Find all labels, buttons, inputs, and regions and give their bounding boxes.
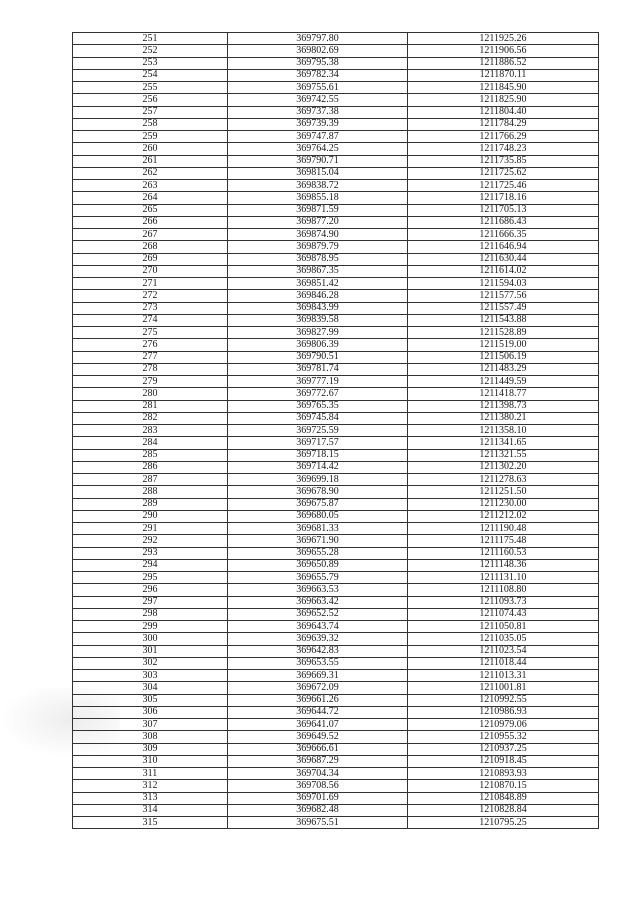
- table-row: [73, 694, 599, 706]
- y-coordinate-cell: 1211212.02: [408, 510, 599, 522]
- y-coordinate-cell: 1211705.13: [408, 204, 599, 216]
- table-row: [73, 474, 599, 486]
- table-row: [73, 253, 599, 265]
- point-number-cell: 274: [73, 314, 228, 326]
- x-coordinate-cell: 369827.99: [228, 327, 408, 339]
- x-coordinate-cell: 369765.35: [228, 400, 408, 412]
- point-number-cell: 310: [73, 755, 228, 767]
- point-number-cell: 259: [73, 131, 228, 143]
- point-number-cell: 264: [73, 192, 228, 204]
- x-coordinate-cell: 369714.42: [228, 461, 408, 473]
- point-number-cell: 314: [73, 804, 228, 816]
- y-coordinate-cell: 1211074.43: [408, 608, 599, 620]
- y-coordinate-cell: 1211594.03: [408, 278, 599, 290]
- y-coordinate-cell: 1210795.25: [408, 817, 599, 829]
- x-coordinate-cell: 369701.69: [228, 792, 408, 804]
- table-row: [73, 351, 599, 363]
- table-row: [73, 645, 599, 657]
- table-row: [73, 572, 599, 584]
- y-coordinate-cell: 1211646.94: [408, 241, 599, 253]
- point-number-cell: 300: [73, 633, 228, 645]
- table-row: [73, 180, 599, 192]
- point-number-cell: 306: [73, 706, 228, 718]
- point-number-cell: 299: [73, 621, 228, 633]
- x-coordinate-cell: 369782.34: [228, 69, 408, 81]
- table-row: [73, 706, 599, 718]
- x-coordinate-cell: 369846.28: [228, 290, 408, 302]
- point-number-cell: 297: [73, 596, 228, 608]
- table-row: [73, 780, 599, 792]
- point-number-cell: 309: [73, 743, 228, 755]
- table-row: [73, 106, 599, 118]
- x-coordinate-cell: 369772.67: [228, 388, 408, 400]
- point-number-cell: 277: [73, 351, 228, 363]
- x-coordinate-cell: 369871.59: [228, 204, 408, 216]
- y-coordinate-cell: 1211035.05: [408, 633, 599, 645]
- point-number-cell: 285: [73, 449, 228, 461]
- table-row: [73, 376, 599, 388]
- x-coordinate-cell: 369650.89: [228, 559, 408, 571]
- table-row: [73, 192, 599, 204]
- y-coordinate-cell: 1210955.32: [408, 731, 599, 743]
- x-coordinate-cell: 369790.71: [228, 155, 408, 167]
- x-coordinate-cell: 369699.18: [228, 474, 408, 486]
- y-coordinate-cell: 1211543.88: [408, 314, 599, 326]
- table-row: [73, 486, 599, 498]
- point-number-cell: 260: [73, 143, 228, 155]
- x-coordinate-cell: 369666.61: [228, 743, 408, 755]
- point-number-cell: 256: [73, 94, 228, 106]
- table-row: [73, 204, 599, 216]
- point-number-cell: 258: [73, 118, 228, 130]
- point-number-cell: 315: [73, 817, 228, 829]
- x-coordinate-cell: 369777.19: [228, 376, 408, 388]
- y-coordinate-cell: 1211013.31: [408, 670, 599, 682]
- y-coordinate-cell: 1211506.19: [408, 351, 599, 363]
- table-row: [73, 817, 599, 829]
- x-coordinate-cell: 369669.31: [228, 670, 408, 682]
- point-number-cell: 267: [73, 229, 228, 241]
- y-coordinate-cell: 1211278.63: [408, 474, 599, 486]
- table-row: [73, 69, 599, 81]
- y-coordinate-cell: 1210986.93: [408, 706, 599, 718]
- x-coordinate-cell: 369867.35: [228, 265, 408, 277]
- y-coordinate-cell: 1210893.93: [408, 768, 599, 780]
- y-coordinate-cell: 1210870.15: [408, 780, 599, 792]
- x-coordinate-cell: 369663.53: [228, 584, 408, 596]
- x-coordinate-cell: 369655.28: [228, 547, 408, 559]
- point-number-cell: 265: [73, 204, 228, 216]
- x-coordinate-cell: 369639.32: [228, 633, 408, 645]
- x-coordinate-cell: 369877.20: [228, 216, 408, 228]
- table-row: [73, 633, 599, 645]
- y-coordinate-cell: 1211131.10: [408, 572, 599, 584]
- point-number-cell: 308: [73, 731, 228, 743]
- point-number-cell: 262: [73, 167, 228, 179]
- table-row: [73, 596, 599, 608]
- x-coordinate-cell: 369661.26: [228, 694, 408, 706]
- y-coordinate-cell: 1211906.56: [408, 45, 599, 57]
- table-row: [73, 363, 599, 375]
- table-row: [73, 278, 599, 290]
- point-number-cell: 283: [73, 425, 228, 437]
- y-coordinate-cell: 1211302.20: [408, 461, 599, 473]
- point-number-cell: 296: [73, 584, 228, 596]
- y-coordinate-cell: 1211825.90: [408, 94, 599, 106]
- table-row: [73, 339, 599, 351]
- y-coordinate-cell: 1211230.00: [408, 498, 599, 510]
- table-row: [73, 94, 599, 106]
- x-coordinate-cell: 369682.48: [228, 804, 408, 816]
- x-coordinate-cell: 369717.57: [228, 437, 408, 449]
- table-row: [73, 657, 599, 669]
- point-number-cell: 279: [73, 376, 228, 388]
- point-number-cell: 294: [73, 559, 228, 571]
- x-coordinate-cell: 369742.55: [228, 94, 408, 106]
- y-coordinate-cell: 1211093.73: [408, 596, 599, 608]
- table-row: [73, 743, 599, 755]
- table-row: [73, 461, 599, 473]
- table-row: [73, 498, 599, 510]
- y-coordinate-cell: 1210918.45: [408, 755, 599, 767]
- y-coordinate-cell: 1211358.10: [408, 425, 599, 437]
- y-coordinate-cell: 1210937.25: [408, 743, 599, 755]
- y-coordinate-cell: 1211398.73: [408, 400, 599, 412]
- table-row: [73, 118, 599, 130]
- x-coordinate-cell: 369681.33: [228, 523, 408, 535]
- y-coordinate-cell: 1211175.48: [408, 535, 599, 547]
- x-coordinate-cell: 369671.90: [228, 535, 408, 547]
- table-row: [73, 584, 599, 596]
- y-coordinate-cell: 1211190.48: [408, 523, 599, 535]
- table-row: [73, 523, 599, 535]
- x-coordinate-cell: 369725.59: [228, 425, 408, 437]
- x-coordinate-cell: 369687.29: [228, 755, 408, 767]
- table-row: [73, 82, 599, 94]
- y-coordinate-cell: 1211577.56: [408, 290, 599, 302]
- table-row: [73, 682, 599, 694]
- y-coordinate-cell: 1211666.35: [408, 229, 599, 241]
- x-coordinate-cell: 369739.39: [228, 118, 408, 130]
- x-coordinate-cell: 369642.83: [228, 645, 408, 657]
- table-row: [73, 412, 599, 424]
- table-row: [73, 559, 599, 571]
- x-coordinate-cell: 369704.34: [228, 768, 408, 780]
- point-number-cell: 301: [73, 645, 228, 657]
- y-coordinate-cell: 1211886.52: [408, 57, 599, 69]
- table-row: [73, 449, 599, 461]
- table-row: [73, 290, 599, 302]
- table-row: [73, 804, 599, 816]
- table-row: [73, 731, 599, 743]
- x-coordinate-cell: 369855.18: [228, 192, 408, 204]
- point-number-cell: 286: [73, 461, 228, 473]
- point-number-cell: 295: [73, 572, 228, 584]
- table-row: [73, 621, 599, 633]
- x-coordinate-cell: 369643.74: [228, 621, 408, 633]
- y-coordinate-cell: 1211148.36: [408, 559, 599, 571]
- y-coordinate-cell: 1211748.23: [408, 143, 599, 155]
- point-number-cell: 252: [73, 45, 228, 57]
- table-row: [73, 216, 599, 228]
- y-coordinate-cell: 1211925.26: [408, 33, 599, 45]
- table-row: [73, 45, 599, 57]
- x-coordinate-cell: 369797.80: [228, 33, 408, 45]
- y-coordinate-cell: 1211001.81: [408, 682, 599, 694]
- x-coordinate-cell: 369838.72: [228, 180, 408, 192]
- point-number-cell: 263: [73, 180, 228, 192]
- x-coordinate-cell: 369675.51: [228, 817, 408, 829]
- y-coordinate-cell: 1211614.02: [408, 265, 599, 277]
- y-coordinate-cell: 1211804.40: [408, 106, 599, 118]
- point-number-cell: 257: [73, 106, 228, 118]
- point-number-cell: 269: [73, 253, 228, 265]
- point-number-cell: 292: [73, 535, 228, 547]
- point-number-cell: 288: [73, 486, 228, 498]
- x-coordinate-cell: 369781.74: [228, 363, 408, 375]
- table-row: [73, 265, 599, 277]
- y-coordinate-cell: 1211418.77: [408, 388, 599, 400]
- point-number-cell: 298: [73, 608, 228, 620]
- point-number-cell: 311: [73, 768, 228, 780]
- point-number-cell: 280: [73, 388, 228, 400]
- point-number-cell: 254: [73, 69, 228, 81]
- x-coordinate-cell: 369755.61: [228, 82, 408, 94]
- point-number-cell: 287: [73, 474, 228, 486]
- x-coordinate-cell: 369680.05: [228, 510, 408, 522]
- table-row: [73, 608, 599, 620]
- x-coordinate-cell: 369653.55: [228, 657, 408, 669]
- table-row: [73, 670, 599, 682]
- point-number-cell: 276: [73, 339, 228, 351]
- y-coordinate-cell: 1211341.65: [408, 437, 599, 449]
- x-coordinate-cell: 369663.42: [228, 596, 408, 608]
- x-coordinate-cell: 369878.95: [228, 253, 408, 265]
- y-coordinate-cell: 1211735.85: [408, 155, 599, 167]
- y-coordinate-cell: 1210828.84: [408, 804, 599, 816]
- table-row: [73, 131, 599, 143]
- point-number-cell: 303: [73, 670, 228, 682]
- y-coordinate-cell: 1211380.21: [408, 412, 599, 424]
- point-number-cell: 266: [73, 216, 228, 228]
- y-coordinate-cell: 1211630.44: [408, 253, 599, 265]
- table-row: [73, 229, 599, 241]
- x-coordinate-cell: 369879.79: [228, 241, 408, 253]
- y-coordinate-cell: 1211449.59: [408, 376, 599, 388]
- y-coordinate-cell: 1211686.43: [408, 216, 599, 228]
- point-number-cell: 312: [73, 780, 228, 792]
- table-row: [73, 167, 599, 179]
- point-number-cell: 255: [73, 82, 228, 94]
- y-coordinate-cell: 1211718.16: [408, 192, 599, 204]
- y-coordinate-cell: 1211108.80: [408, 584, 599, 596]
- y-coordinate-cell: 1211160.53: [408, 547, 599, 559]
- table-row: [73, 437, 599, 449]
- table-row: [73, 155, 599, 167]
- point-number-cell: 290: [73, 510, 228, 522]
- x-coordinate-cell: 369747.87: [228, 131, 408, 143]
- y-coordinate-cell: 1211784.29: [408, 118, 599, 130]
- x-coordinate-cell: 369764.25: [228, 143, 408, 155]
- y-coordinate-cell: 1211483.29: [408, 363, 599, 375]
- x-coordinate-cell: 369641.07: [228, 719, 408, 731]
- x-coordinate-cell: 369839.58: [228, 314, 408, 326]
- table-row: [73, 768, 599, 780]
- x-coordinate-cell: 369649.52: [228, 731, 408, 743]
- point-number-cell: 275: [73, 327, 228, 339]
- y-coordinate-cell: 1211251.50: [408, 486, 599, 498]
- x-coordinate-cell: 369675.87: [228, 498, 408, 510]
- x-coordinate-cell: 369815.04: [228, 167, 408, 179]
- table-row: [73, 302, 599, 314]
- y-coordinate-cell: 1211050.81: [408, 621, 599, 633]
- point-number-cell: 253: [73, 57, 228, 69]
- point-number-cell: 293: [73, 547, 228, 559]
- point-number-cell: 270: [73, 265, 228, 277]
- y-coordinate-cell: 1211725.62: [408, 167, 599, 179]
- x-coordinate-cell: 369655.79: [228, 572, 408, 584]
- point-number-cell: 289: [73, 498, 228, 510]
- point-number-cell: 307: [73, 719, 228, 731]
- point-number-cell: 281: [73, 400, 228, 412]
- x-coordinate-cell: 369737.38: [228, 106, 408, 118]
- y-coordinate-cell: 1211018.44: [408, 657, 599, 669]
- x-coordinate-cell: 369718.15: [228, 449, 408, 461]
- x-coordinate-cell: 369802.69: [228, 45, 408, 57]
- point-number-cell: 251: [73, 33, 228, 45]
- point-number-cell: 313: [73, 792, 228, 804]
- x-coordinate-cell: 369874.90: [228, 229, 408, 241]
- point-number-cell: 302: [73, 657, 228, 669]
- point-number-cell: 273: [73, 302, 228, 314]
- x-coordinate-cell: 369644.72: [228, 706, 408, 718]
- table-row: [73, 535, 599, 547]
- table-row: [73, 425, 599, 437]
- point-number-cell: 291: [73, 523, 228, 535]
- coordinate-table-body: [73, 33, 599, 829]
- y-coordinate-cell: 1211519.00: [408, 339, 599, 351]
- x-coordinate-cell: 369678.90: [228, 486, 408, 498]
- table-row: [73, 547, 599, 559]
- table-row: [73, 510, 599, 522]
- y-coordinate-cell: 1211528.89: [408, 327, 599, 339]
- x-coordinate-cell: 369806.39: [228, 339, 408, 351]
- point-number-cell: 268: [73, 241, 228, 253]
- y-coordinate-cell: 1210848.89: [408, 792, 599, 804]
- y-coordinate-cell: 1211845.90: [408, 82, 599, 94]
- point-number-cell: 284: [73, 437, 228, 449]
- x-coordinate-cell: 369745.84: [228, 412, 408, 424]
- y-coordinate-cell: 1211557.49: [408, 302, 599, 314]
- table-row: [73, 755, 599, 767]
- y-coordinate-cell: 1211725.46: [408, 180, 599, 192]
- y-coordinate-cell: 1210992.55: [408, 694, 599, 706]
- table-row: [73, 388, 599, 400]
- point-number-cell: 272: [73, 290, 228, 302]
- x-coordinate-cell: 369795.38: [228, 57, 408, 69]
- table-row: [73, 327, 599, 339]
- y-coordinate-cell: 1211870.11: [408, 69, 599, 81]
- coordinate-table: [72, 32, 599, 829]
- table-row: [73, 314, 599, 326]
- y-coordinate-cell: 1211766.29: [408, 131, 599, 143]
- x-coordinate-cell: 369652.52: [228, 608, 408, 620]
- point-number-cell: 304: [73, 682, 228, 694]
- point-number-cell: 261: [73, 155, 228, 167]
- point-number-cell: 305: [73, 694, 228, 706]
- x-coordinate-cell: 369708.56: [228, 780, 408, 792]
- table-row: [73, 33, 599, 45]
- table-row: [73, 719, 599, 731]
- point-number-cell: 271: [73, 278, 228, 290]
- table-row: [73, 143, 599, 155]
- x-coordinate-cell: 369843.99: [228, 302, 408, 314]
- table-row: [73, 400, 599, 412]
- y-coordinate-cell: 1211321.55: [408, 449, 599, 461]
- table-row: [73, 241, 599, 253]
- x-coordinate-cell: 369672.09: [228, 682, 408, 694]
- y-coordinate-cell: 1210979.06: [408, 719, 599, 731]
- table-row: [73, 792, 599, 804]
- point-number-cell: 282: [73, 412, 228, 424]
- x-coordinate-cell: 369790.51: [228, 351, 408, 363]
- table-row: [73, 57, 599, 69]
- point-number-cell: 278: [73, 363, 228, 375]
- x-coordinate-cell: 369851.42: [228, 278, 408, 290]
- y-coordinate-cell: 1211023.54: [408, 645, 599, 657]
